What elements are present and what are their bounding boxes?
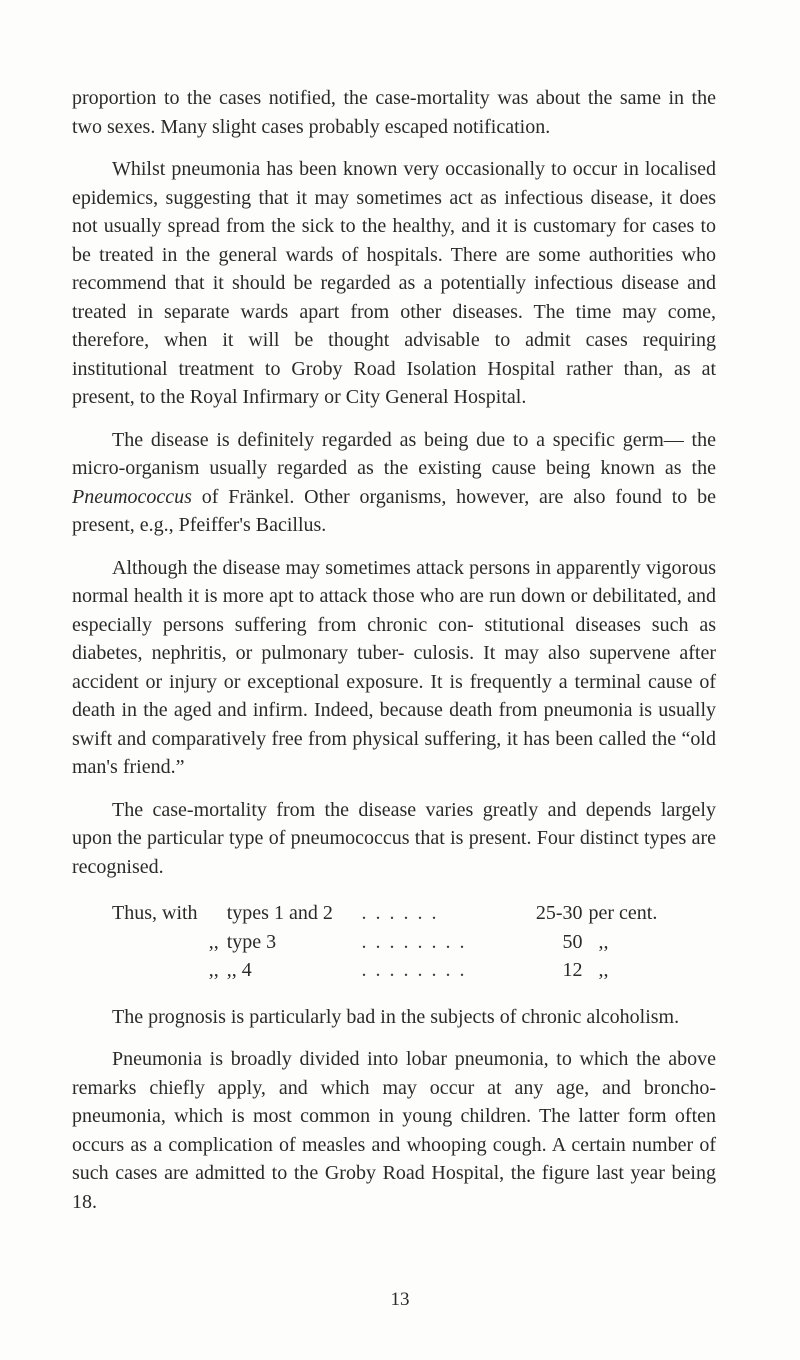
table-row bbox=[72, 899, 716, 928]
mortality-table bbox=[72, 899, 716, 985]
row-value: 50 bbox=[562, 930, 583, 953]
page-content bbox=[72, 84, 716, 1230]
row-lead: ,, bbox=[208, 930, 219, 953]
row-value: 12 bbox=[562, 959, 583, 981]
paragraph-epidemics: Whilst pneumonia has been known very occasionally to occur in localised epidemics, suggesting that it may sometimes act as infectious disease, it does not usually spread from the sick to the healthy, and it is customary for cases to be treated in the general wards of hospitals. There are some authorities who recommend that it should be regarded as a potentially infectious disease and treated in separate wards apart from other diseases. The time may come, therefore, when it will be thought advisable to admit cases requiring institutional treatment to Groby Road Isolation Hospital rather than, as at present, to the Royal Infirmary or City General Hospital. bbox=[72, 158, 716, 408]
page-number: 13 bbox=[390, 1289, 410, 1310]
row-type: types 1 and 2 bbox=[226, 902, 333, 924]
row-unit: ,, bbox=[598, 959, 609, 981]
paragraph-continuation: proportion to the cases notified, the case-mortality was about the same in the two sexes. Many slight cases probably escaped notification. bbox=[72, 87, 716, 138]
row-lead bbox=[72, 899, 227, 928]
paragraph-germ-part-a: The disease is definitely regarded as being due to a specific germ— the micro-organism usually regarded as the existing cause being known as the bbox=[72, 428, 716, 479]
paragraph-prognosis: The prognosis is particularly bad in the subjects of chronic alcoholism. bbox=[112, 1005, 680, 1028]
row-dots: . . . . . . . . bbox=[361, 930, 467, 953]
row-type: ,, 4 bbox=[226, 959, 252, 981]
pneumococcus-term: Pneumococcus bbox=[72, 485, 192, 508]
row-unit: per cent. bbox=[588, 902, 658, 924]
paragraph-germ bbox=[72, 426, 716, 540]
row-type: type 3 bbox=[226, 930, 277, 953]
paragraph-susceptibility: Although the disease may sometimes attack persons in apparently vigorous normal health it is more apt to attack those who are run down or debilitated, and especially persons suffering from chronic con- stitutional diseases such as diabetes, nephritis, or pulmonary tuber- culosis. It may also supervene after accident or injury or exceptional exposure. It is frequently a terminal cause of death in the aged and infirm. Indeed, because death from pneumonia is usually swift and comparatively free from physical suffering, it has been called the “old man's friend.” bbox=[72, 556, 716, 778]
table-row bbox=[72, 928, 716, 957]
row-unit: ,, bbox=[598, 930, 609, 953]
row-dots: . . . . . . bbox=[361, 902, 439, 924]
row-value: 25-30 bbox=[535, 902, 583, 924]
table-row bbox=[72, 956, 716, 985]
row-lead-text: Thus, with bbox=[112, 902, 198, 924]
paragraph-case-mortality: The case-mortality from the disease varies greatly and depends largely upon the particular type of pneumococcus that is present. Four distinct types are recognised. bbox=[72, 798, 716, 878]
paragraph-germ-part-b: of Fränkel. Other organisms, however, are also found to be present, e.g., Pfeiffer's Bacillus. bbox=[72, 485, 716, 536]
paragraph-classification: Pneumonia is broadly divided into lobar pneumonia, to which the above remarks chiefly apply, and which may occur at any age, and broncho-pneumonia, which is most common in young children. The latter form often occurs as a complication of measles and whooping cough. A certain number of such cases are admitted to the Groby Road Hospital, the figure last year being 18. bbox=[72, 1048, 716, 1213]
row-dots: . . . . . . . . bbox=[361, 959, 467, 981]
row-lead: ,, bbox=[208, 959, 219, 981]
